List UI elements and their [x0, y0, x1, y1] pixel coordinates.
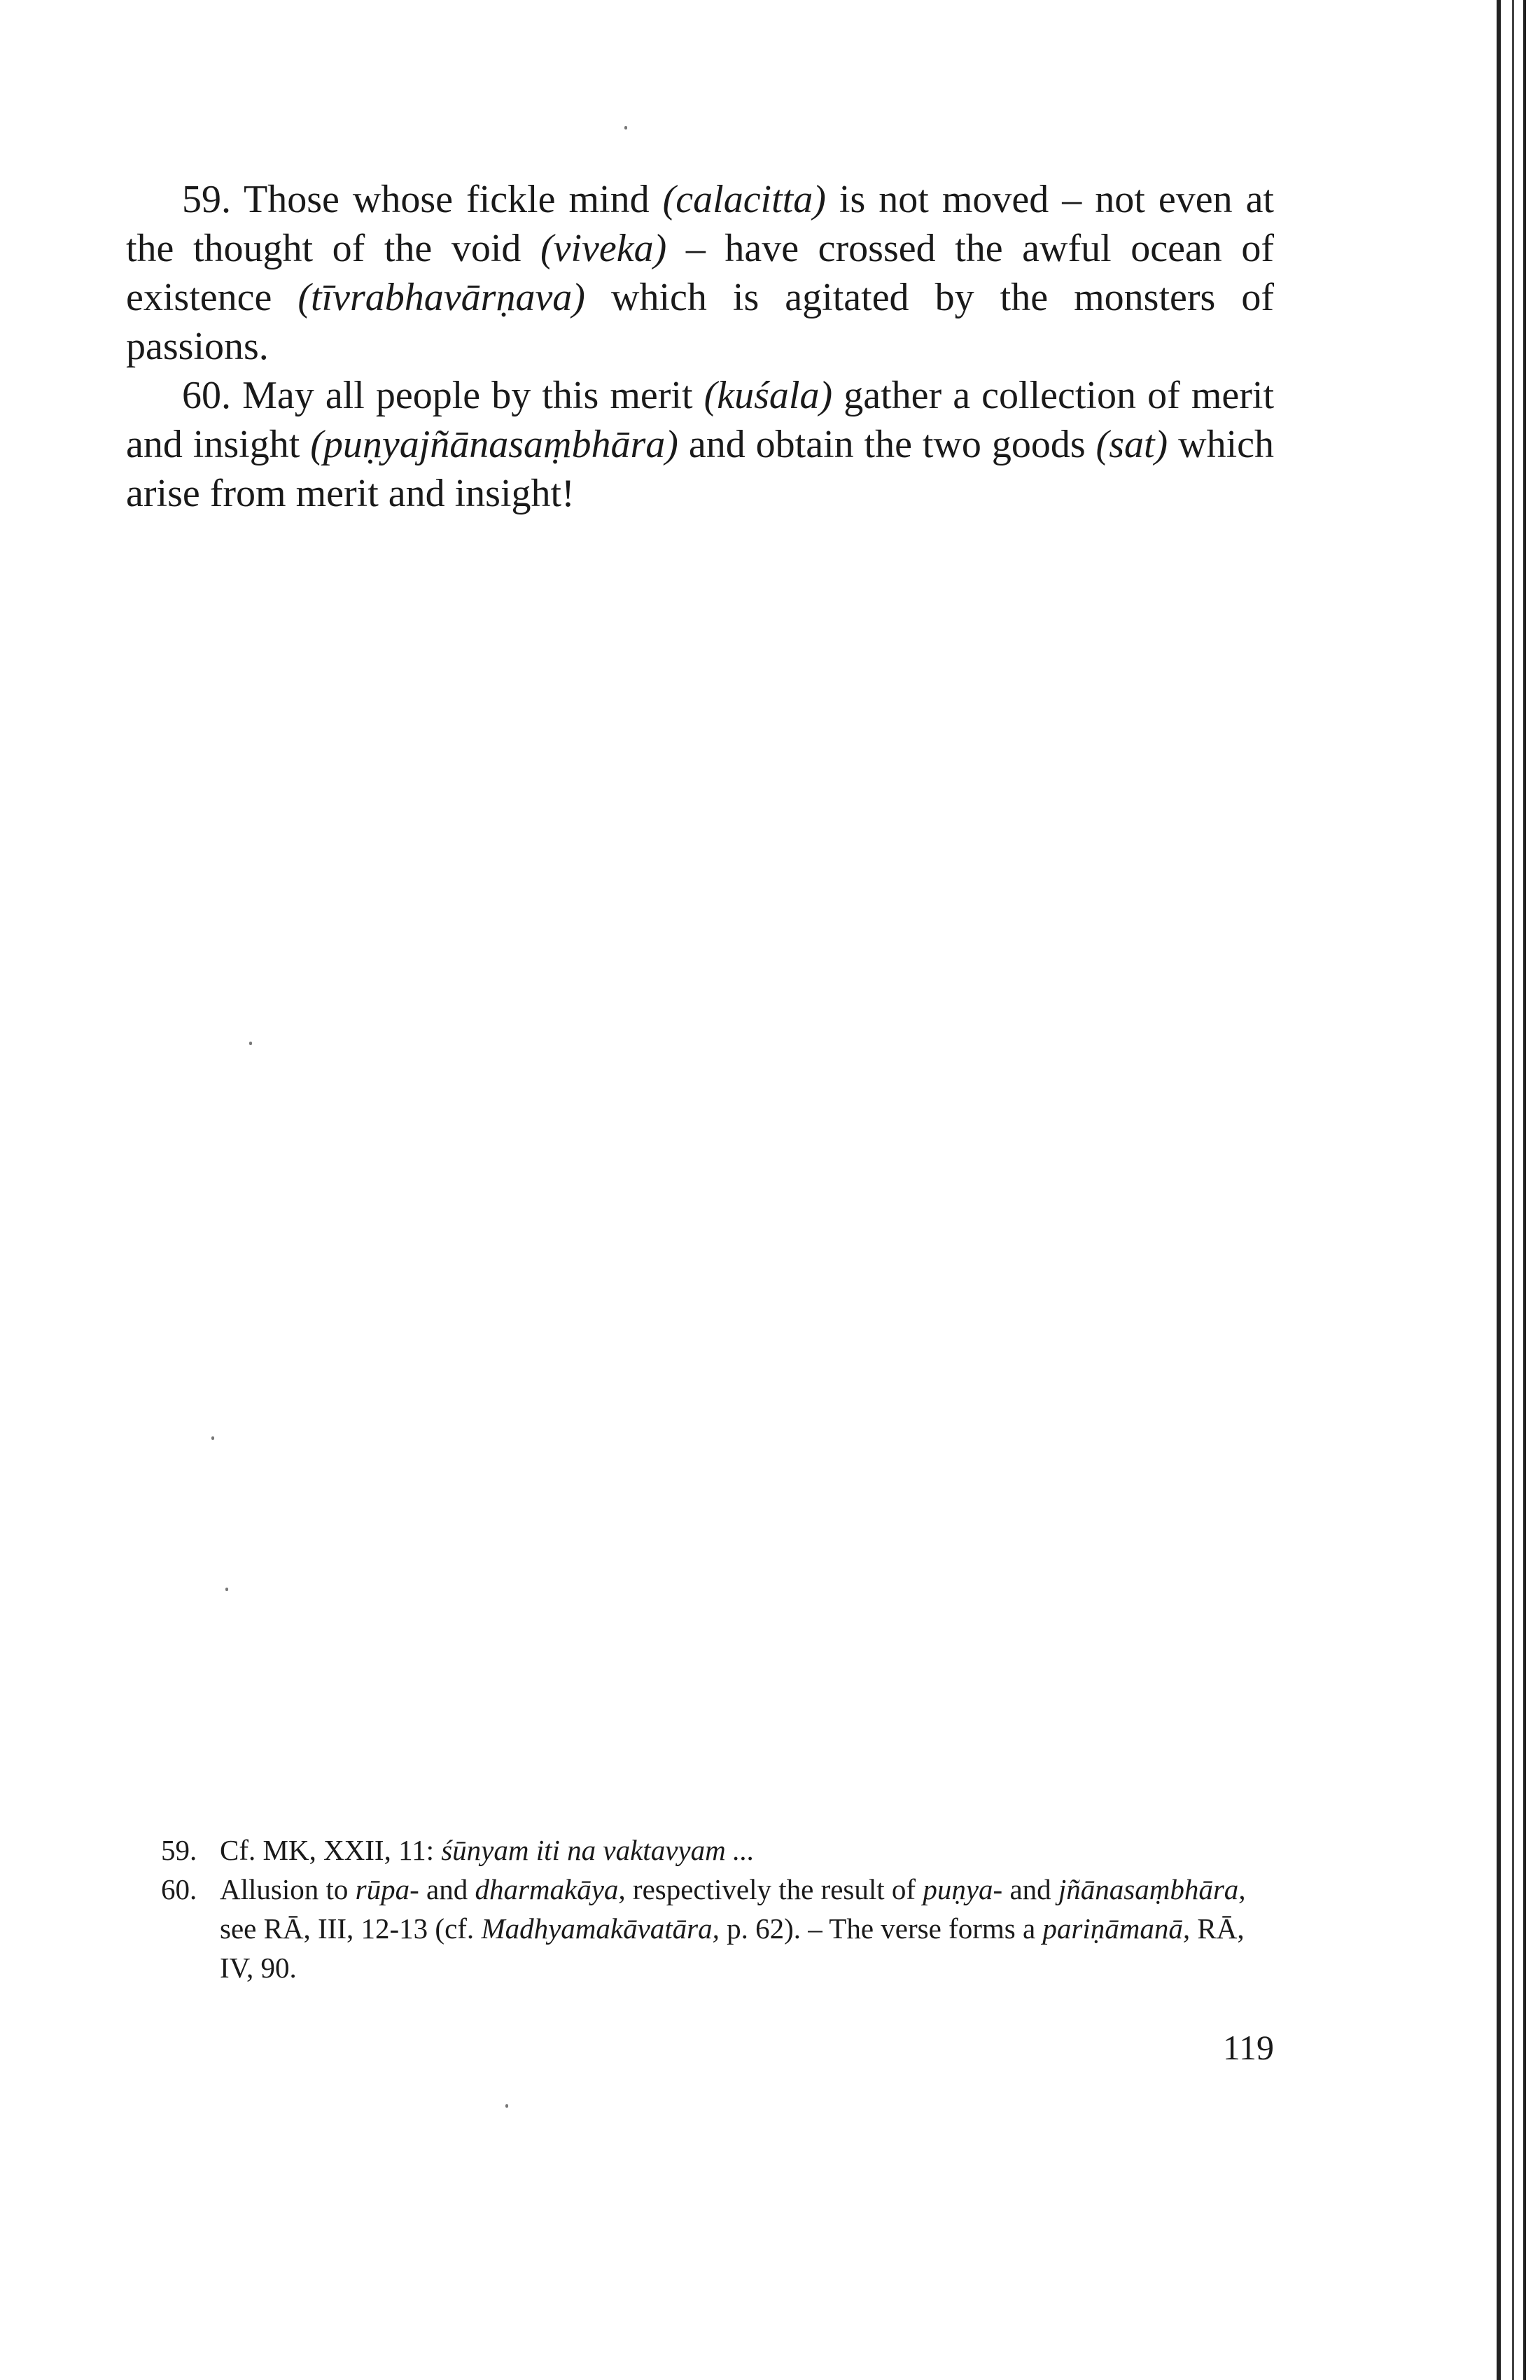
footnote [161, 1870, 1274, 1987]
verse-number: 59. [182, 178, 231, 221]
scan-speck [211, 1436, 214, 1440]
italic-term: rūpa- [355, 1873, 419, 1905]
page-edge-shadow [1497, 0, 1501, 2380]
verse-body [126, 374, 1274, 515]
italic-term: (calacitta) [662, 178, 826, 221]
verse-number: 60. [182, 374, 231, 417]
footnote-body [220, 1834, 755, 1866]
scan-speck [505, 2104, 508, 2108]
italic-term: pariṇāmanā, [1042, 1912, 1191, 1945]
text-run: is not moved – not even at the thought of the void [126, 178, 1274, 270]
text-run: respectively the result of [625, 1873, 923, 1905]
page-edge-shadow [1523, 0, 1526, 2380]
page-edge-shadow [1512, 0, 1514, 2380]
italic-term: (viveka) [540, 227, 667, 270]
footnote [161, 1830, 1274, 1870]
verse-text [126, 175, 1274, 518]
scan-speck [249, 1042, 252, 1045]
italic-term: (tīvrabhavārṇava) [298, 276, 585, 319]
verse-body [126, 178, 1274, 368]
footnote-number: 59. [161, 1834, 197, 1866]
verse [126, 175, 1274, 371]
text-run: Cf. MK, XXII, 11: [220, 1834, 442, 1866]
text-run: see RĀ, III, 12-13 (cf. [220, 1912, 482, 1945]
text-run: and obtain the two goods [678, 423, 1096, 466]
verse [126, 371, 1274, 518]
text-run: RĀ, IV, 90. [220, 1912, 1245, 1984]
footnote-body [220, 1873, 1246, 1984]
italic-term: Madhyamakāvatāra, [481, 1912, 720, 1945]
italic-term: (sat) [1096, 423, 1168, 466]
italic-term: dharmakāya, [475, 1873, 626, 1905]
text-run: May all people by this merit [242, 374, 704, 417]
page-number: 119 [1222, 2028, 1274, 2067]
text-run: and [419, 1873, 475, 1905]
italic-term: puṇya- [923, 1873, 1003, 1905]
text-run: gather a collection of merit and insight [126, 374, 1274, 466]
italic-term: śūnyam iti na vaktavyam ... [441, 1834, 755, 1866]
footnote-number: 60. [161, 1873, 197, 1905]
scan-speck [624, 126, 627, 130]
italic-term: (puṇyajñānasaṃbhāra) [310, 423, 678, 466]
italic-term: (kuśala) [704, 374, 833, 417]
text-run: – have crossed the awful ocean of existence [126, 227, 1275, 319]
text-run: and [1002, 1873, 1058, 1905]
scan-speck [225, 1588, 228, 1591]
italic-term: jñānasaṃbhāra, [1058, 1873, 1246, 1905]
text-run: Those whose fickle mind [244, 178, 663, 221]
text-run: which arise from merit and insight! [126, 423, 1274, 515]
text-run: which is agitated by the monsters of passions. [126, 276, 1275, 368]
text-run: Allusion to [220, 1873, 356, 1905]
text-run: p. 62). – The verse forms a [719, 1912, 1043, 1945]
footnotes [161, 1830, 1274, 1987]
